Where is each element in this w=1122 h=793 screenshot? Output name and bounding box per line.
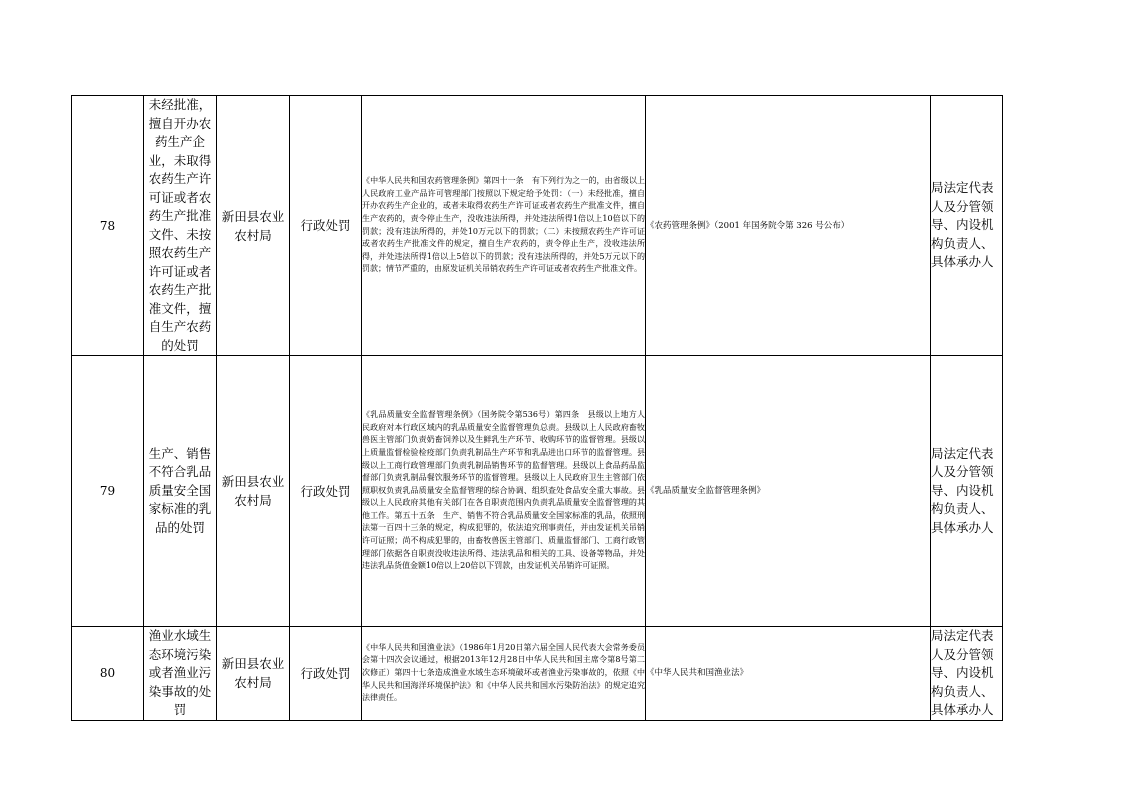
law-reference: 《农药管理条例》（2001 年国务院令第 326 号公布）	[646, 96, 931, 356]
power-list-table	[71, 95, 1003, 721]
row-number: 80	[72, 627, 144, 721]
implementing-department: 新田县农业农村局	[217, 356, 290, 627]
law-reference: 《乳品质量安全监督管理条例》	[646, 356, 931, 627]
legal-basis-text: 《中华人民共和国农药管理条例》第四十一条 有下列行为之一的，由省级以上人民政府工业产品许可管理部门按照以下规定给予处罚：（一）未经批准，擅自开办农药生产企业的，或者未取得农药生产许可证或者农药生产批准文件，擅自生产农药的，责令停止生产，没收违法所得，并处违法所得1倍以上10倍以下的罚款；没有违法所得的，并处10万元以下的罚款；（二）未按照农药生产许可证或者农药生产批准文件的规定，擅自生产农药的，责令停止生产，没收违法所得，并处违法所得1倍以上5倍以下的罚款；没有违法所得的，并处5万元以下的罚款；情节严重的，由原发证机关吊销农药生产许可证或者农药生产批准文件。	[362, 96, 646, 356]
implementing-department: 新田县农业农村局	[217, 627, 290, 721]
legal-basis-text: 《中华人民共和国渔业法》（1986年1月20日第六届全国人民代表大会常务委员会第十四次会议通过，根据2013年12月28日中华人民共和国主席令第8号第二次修正）第四十七条造成渔业水域生态环境破坏或者渔业污染事故的，依照《中华人民共和国海洋环境保护法》和《中华人民共和国水污染防治法》的规定追究法律责任。	[362, 627, 646, 721]
power-item-name: 渔业水域生态环境污染或者渔业污染事故的处罚	[144, 627, 217, 721]
table-row	[72, 356, 1003, 627]
power-type: 行政处罚	[290, 627, 362, 721]
power-item-name: 生产、销售不符合乳品质量安全国家标准的乳品的处罚	[144, 356, 217, 627]
power-type: 行政处罚	[290, 96, 362, 356]
row-number: 78	[72, 96, 144, 356]
law-reference: 《中华人民共和国渔业法》	[646, 627, 931, 721]
power-type: 行政处罚	[290, 356, 362, 627]
responsible-persons: 局法定代表人及分管领导、内设机构负责人、具体承办人	[931, 627, 1003, 721]
power-item-name: 未经批准，擅自开办农药生产企业，未取得农药生产许可证或者农药生产批准文件、未按照农药生产许可证或者农药生产批准文件，擅自生产农药的处罚	[144, 96, 217, 356]
responsible-persons: 局法定代表人及分管领导、内设机构负责人、具体承办人	[931, 356, 1003, 627]
responsible-persons: 局法定代表人及分管领导、内设机构负责人、具体承办人	[931, 96, 1003, 356]
row-number: 79	[72, 356, 144, 627]
implementing-department: 新田县农业农村局	[217, 96, 290, 356]
table-row	[72, 96, 1003, 356]
legal-basis-text: 《乳品质量安全监督管理条例》（国务院令第536号）第四条 县级以上地方人民政府对本行政区域内的乳品质量安全监督管理负总责。县级以上人民政府畜牧兽医主管部门负责奶畜饲养以及生鲜乳生产环节、收购环节的监督管理。县级以上质量监督检验检疫部门负责乳制品生产环节和乳品进出口环节的监督管理。县级以上工商行政管理部门负责乳制品销售环节的监督管理。县级以上食品药品监督部门负责乳制品餐饮服务环节的监督管理。县级以上人民政府卫生主管部门依照职权负责乳品质量安全监督管理的综合协调、组织查处食品安全重大事故。县级以上人民政府其他有关部门在各自职责范围内负责乳品质量安全监督管理的其他工作。第五十五条 生产、销售不符合乳品质量安全国家标准的乳品，依照刑法第一百四十三条的规定，构成犯罪的，依法追究刑事责任，并由发证机关吊销许可证照；尚不构成犯罪的，由畜牧兽医主管部门、质量监督部门、工商行政管理部门依据各自职责没收违法所得、违法乳品和相关的工具、设备等物品，并处违法乳品货值金额10倍以上20倍以下罚款，由发证机关吊销许可证照。	[362, 356, 646, 627]
table-row	[72, 627, 1003, 721]
